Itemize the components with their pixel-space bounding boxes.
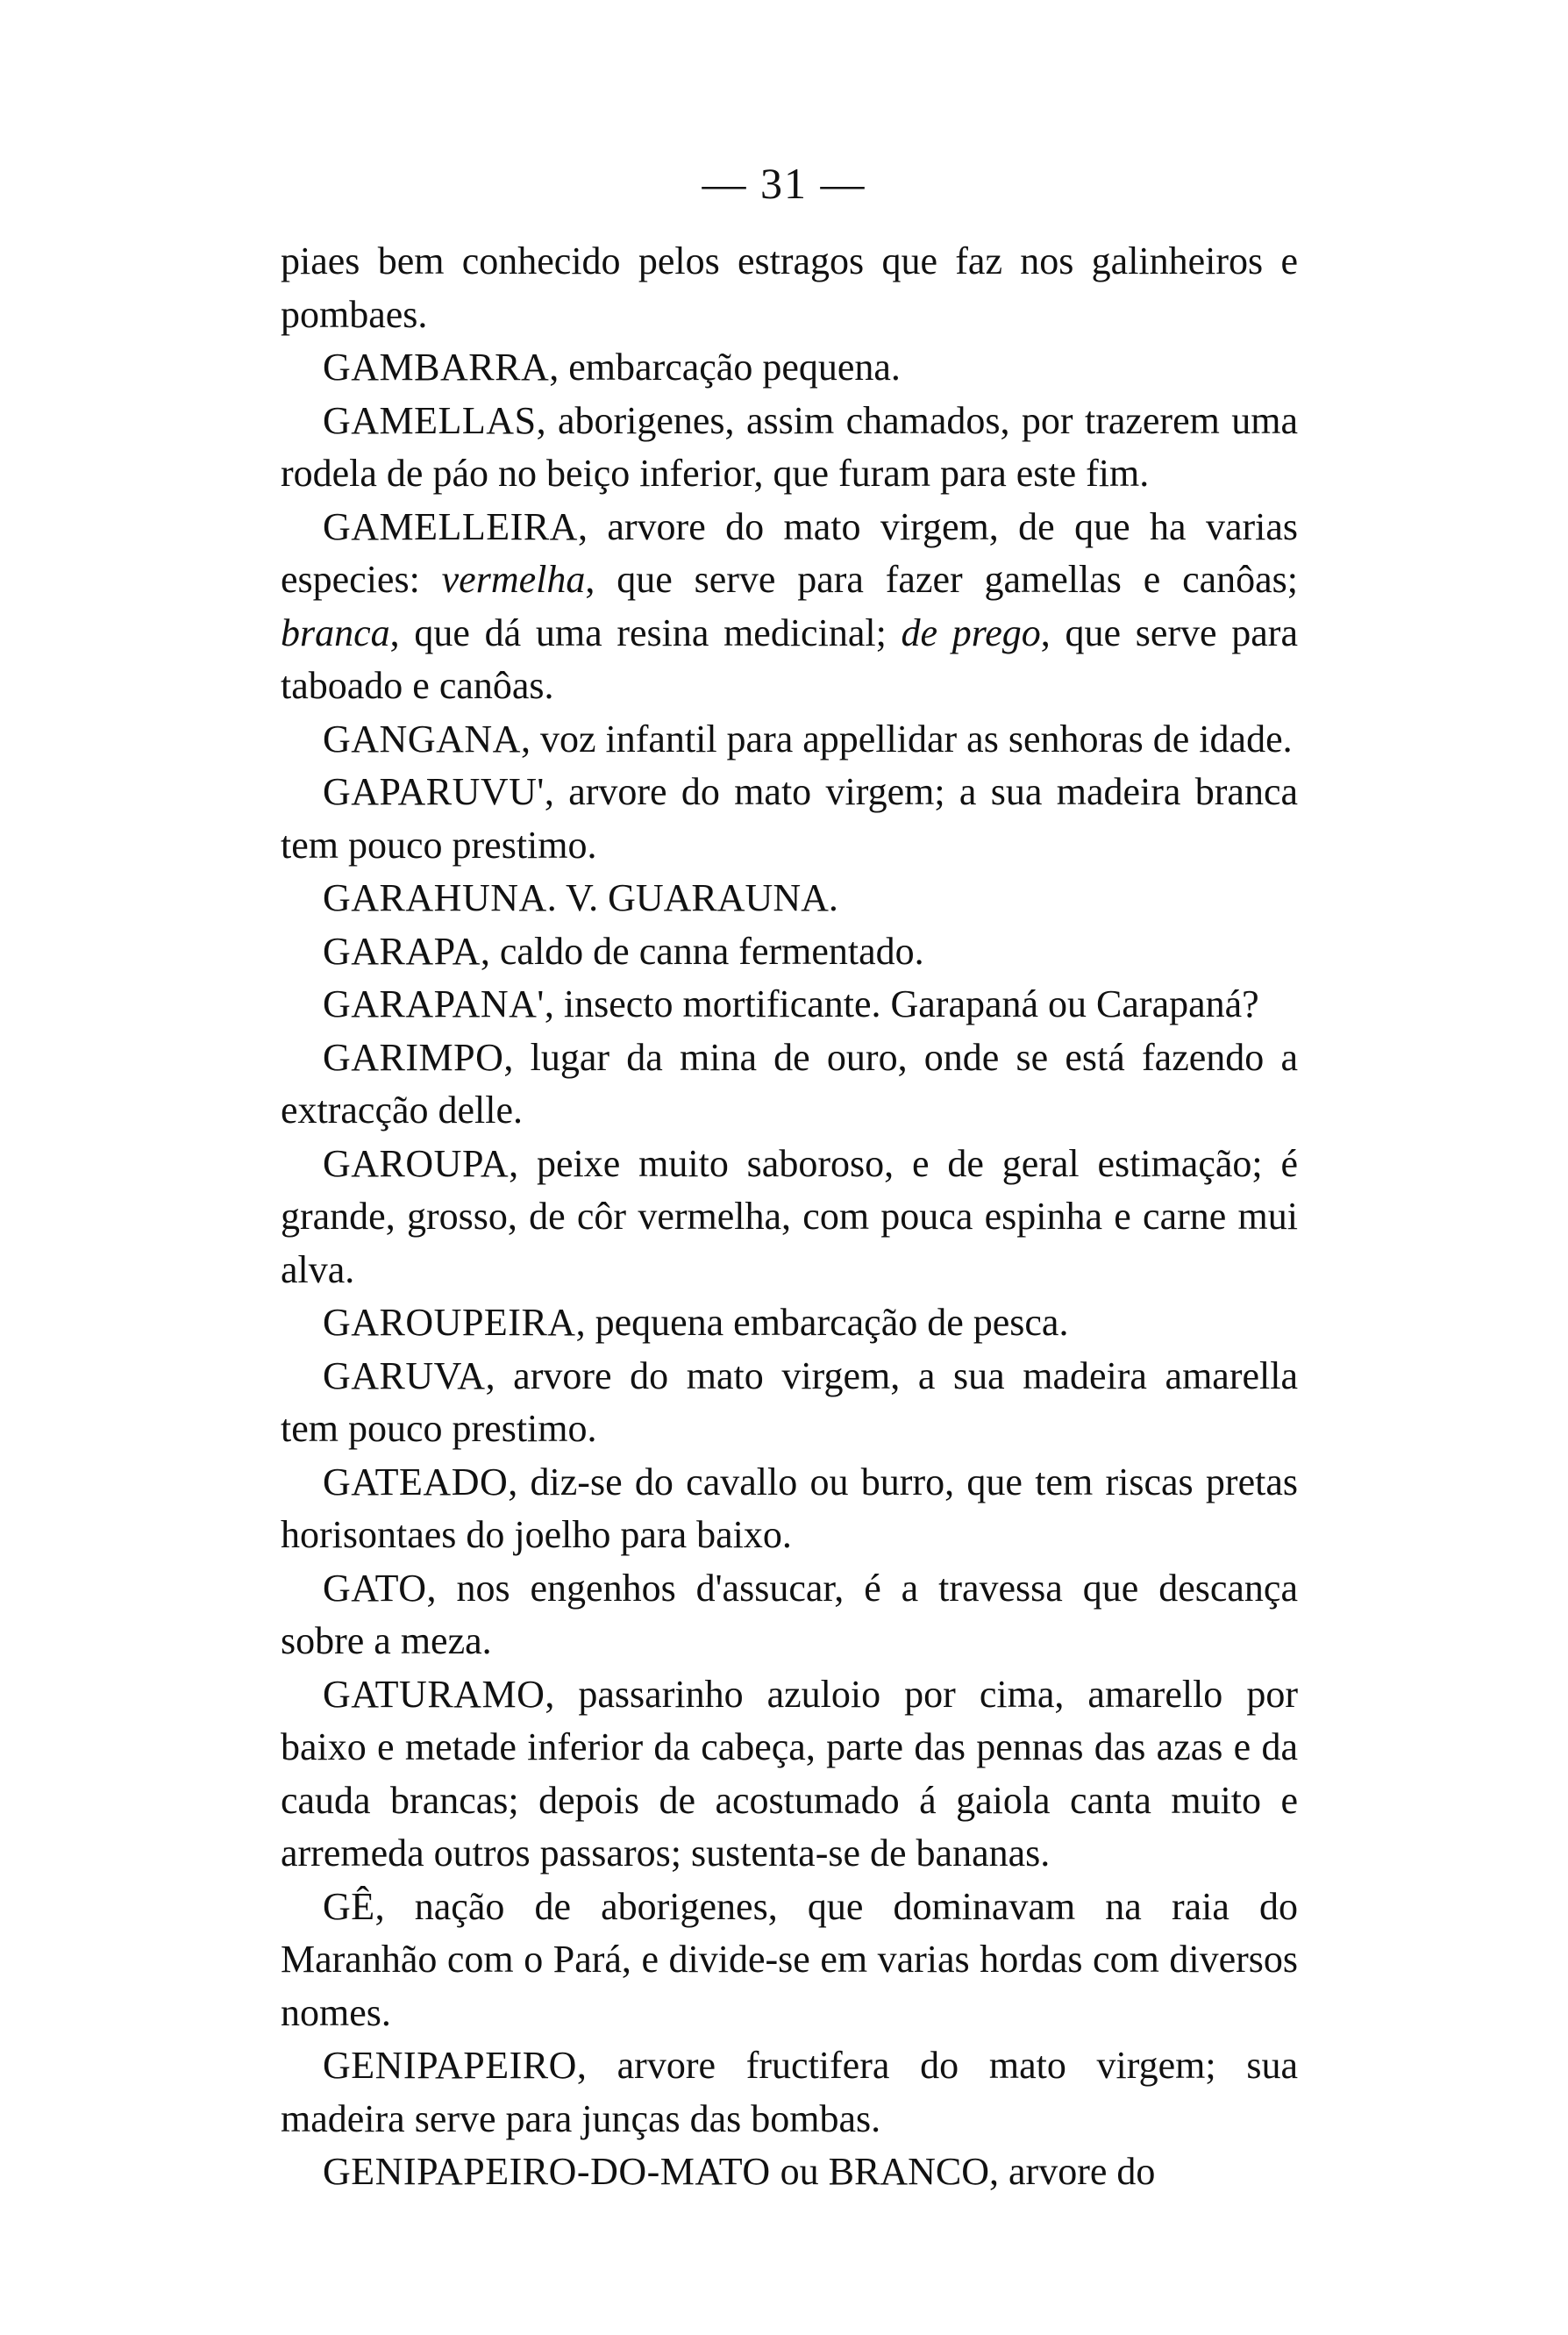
entry-genipapeiro xyxy=(281,2039,1298,2146)
entry-text: , nação de aborigenes, que dominavam na raia do Maranhão com o Pará, e divide-se em varias hordas com diversos nomes. xyxy=(281,1884,1298,2034)
entry-ge xyxy=(281,1881,1298,2040)
entry-text: , aborigenes, assim chamados, por trazerem uma rodela de páo no beiço inferior, que furam para este fim. xyxy=(281,398,1298,495)
entry-gamelleira xyxy=(281,501,1298,713)
entry-text: , diz-se do cavallo ou burro, que tem riscas pretas horisontaes do joelho para baixo. xyxy=(281,1460,1298,1556)
entry-text: , embarcação pequena. xyxy=(549,346,901,389)
entry-text: , voz infantil para appellidar as senhoras de idade. xyxy=(520,717,1293,760)
entry-text-italic: de prego xyxy=(901,611,1041,654)
entry-text: , passarinho azuloio por cima, amarello por baixo e metade inferior da cabeça, parte das pennas das azas e da cauda brancas; depois de acostumado á gaiola canta muito e arremeda outros passaros; sustenta-se de bananas. xyxy=(281,1672,1298,1874)
entry-garoupeira xyxy=(281,1296,1298,1350)
page-number: — 31 — xyxy=(702,159,866,208)
entry-gaturamo xyxy=(281,1668,1298,1881)
entry-text: , insecto mortificante. Garapaná ou Carapaná? xyxy=(544,982,1259,1025)
entry-term: GAMELLAS xyxy=(323,398,537,442)
entry-garuva xyxy=(281,1350,1298,1456)
entry-term: GARAPA xyxy=(323,929,481,973)
entry-term: GAMBARRA xyxy=(323,346,550,389)
entry-gateado xyxy=(281,1456,1298,1562)
entry-gambarra xyxy=(281,341,1298,395)
entry-text: , pequena embarcação de pesca. xyxy=(575,1301,1069,1344)
entry-text-italic: branca xyxy=(281,611,390,654)
entry-term: GAROUPEIRA xyxy=(323,1301,576,1344)
dictionary-text xyxy=(281,235,1298,2199)
entry-term: GARUVA xyxy=(323,1353,486,1397)
entry-term: GENIPAPEIRO xyxy=(323,2044,577,2087)
entry-text-part: , que serve para taboado e canôas. xyxy=(281,611,1298,707)
entry-term: GAPARUVU' xyxy=(323,770,545,813)
entry-term: GARIMPO xyxy=(323,1035,504,1079)
entry-gangana xyxy=(281,713,1298,767)
entry-term: GANGANA xyxy=(323,717,521,760)
entry-garimpo xyxy=(281,1032,1298,1138)
entry-text: , arvore do mato virgem, a sua madeira amarella tem pouco prestimo. xyxy=(281,1353,1298,1450)
entry-term: GATURAMO xyxy=(323,1672,545,1716)
entry-genipapeiro-do-mato xyxy=(281,2146,1298,2199)
entry-text-italic: vermelha xyxy=(441,558,586,601)
entry-text: , lugar da mina de ouro, onde se está fazendo a extracção delle. xyxy=(281,1035,1298,1132)
entry-term: GÊ xyxy=(323,1884,375,1928)
entry-gamellas xyxy=(281,395,1298,501)
entry-text-part: , arvore do mato virgem, de que ha varias especies: xyxy=(281,504,1298,601)
entry-term: GARAPANA' xyxy=(323,982,545,1025)
entry-continuation xyxy=(281,235,1298,341)
entry-term: GATEADO xyxy=(323,1460,509,1503)
entry-text: . V. GUARAUNA. xyxy=(546,876,838,919)
entry-garapana xyxy=(281,978,1298,1032)
entry-text: piaes bem conhecido pelos estragos que faz nos galinheiros e pombaes. xyxy=(281,239,1298,336)
entry-text: , peixe muito saboroso, e de geral estimação; é grande, grosso, de côr vermelha, com pouca espinha e carne mui alva. xyxy=(281,1141,1298,1291)
entry-text: , arvore fructifera do mato virgem; sua madeira serve para junças das bombas. xyxy=(281,2044,1298,2140)
entry-garapa xyxy=(281,925,1298,979)
entry-text: ou BRANCO, arvore do xyxy=(770,2150,1156,2193)
entry-garahuna xyxy=(281,872,1298,925)
entry-term: GARAHUNA xyxy=(323,876,547,919)
entry-term: GAMELLEIRA xyxy=(323,504,578,548)
entry-term: GENIPAPEIRO-DO-MATO xyxy=(323,2150,771,2193)
entry-garoupa xyxy=(281,1138,1298,1297)
entry-text-part: , que serve para fazer gamellas e canôas; xyxy=(585,558,1299,601)
entry-text: , arvore do mato virgem; a sua madeira branca tem pouco prestimo. xyxy=(281,770,1298,867)
entry-text: , caldo de canna fermentado. xyxy=(480,929,924,973)
entry-gaparuvu xyxy=(281,766,1298,872)
entry-term: GATO xyxy=(323,1566,427,1610)
entry-text-part: , que dá uma resina medicinal; xyxy=(389,611,902,654)
entry-gato xyxy=(281,1562,1298,1668)
entry-term: GAROUPA xyxy=(323,1141,510,1185)
entry-text: , nos engenhos d'assucar, é a travessa que descança sobre a meza. xyxy=(281,1566,1298,1662)
